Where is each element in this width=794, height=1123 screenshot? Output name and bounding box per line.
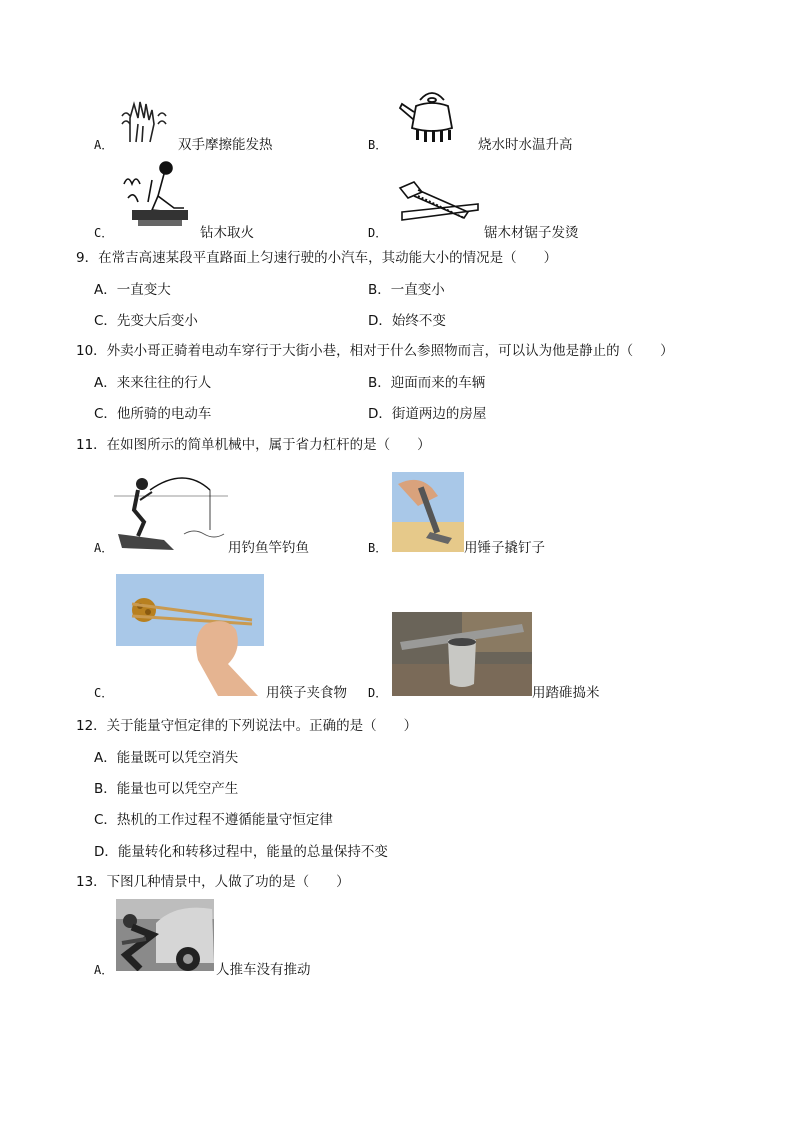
q12-option-c: C．热机的工作过程不遵循能量守恒定律 [94,812,333,828]
question-10-stem: 10．外卖小哥正骑着电动车穿行于大街小巷，相对于什么参照物而言，可以认为他是静止的（ ） [76,343,674,359]
q12-option-d: D．能量转化和转移过程中，能量的总量保持不变 [94,844,388,860]
q11-option-a-caption: 用钓鱼竿钓鱼 [228,540,309,556]
q8-option-b-caption: 烧水时水温升高 [478,137,573,153]
hammer-nail-icon [392,472,464,552]
rice-pounder-icon [392,612,532,696]
q8-option-a-letter: A． [94,138,114,152]
q8-option-d-caption: 锯木材锯子发烫 [484,225,579,241]
question-12-stem: 12．关于能量守恒定律的下列说法中。正确的是（ ） [76,718,418,734]
q9-option-c: C．先变大后变小 [94,313,198,329]
q8-option-a-caption: 双手摩擦能发热 [178,137,273,153]
q9-option-a: A．一直变大 [94,282,171,298]
q11-option-b-letter: B． [368,541,388,555]
sawing-wood-icon [394,178,482,228]
q8-option-d-letter: D． [368,226,388,240]
drilling-wood-fire-icon [118,158,198,230]
q8-option-c-caption: 钻木取火 [200,225,254,241]
q13-option-a-caption: 人推车没有推动 [216,962,311,978]
q11-option-a-letter: A． [94,541,114,555]
question-11-stem: 11．在如图所示的简单机械中，属于省力杠杆的是（ ） [76,437,431,453]
q13-option-a-letter: A． [94,963,114,977]
q11-option-b-caption: 用锤子撬钉子 [464,540,545,556]
q10-option-b: B．迎面而来的车辆 [368,375,486,391]
chopsticks-icon [116,574,264,696]
q8-option-b-letter: B． [368,138,388,152]
q11-option-c-caption: 用筷子夹食物 [266,685,347,701]
q10-option-a: A．来来往往的行人 [94,375,212,391]
q10-option-c: C．他所骑的电动车 [94,406,212,422]
question-13-stem: 13．下图几种情景中，人做了功的是（ ） [76,874,350,890]
q12-option-b: B．能量也可以凭空产生 [94,781,239,797]
q12-option-a: A．能量既可以凭空消失 [94,750,239,766]
question-9-stem: 9．在常吉高速某段平直路面上匀速行驶的小汽车，其动能大小的情况是（ ） [76,250,558,266]
q9-option-d: D．始终不变 [368,313,446,329]
q9-option-b: B．一直变小 [368,282,445,298]
fishing-rod-icon [114,470,228,552]
q11-option-d-caption: 用踏碓捣米 [532,685,600,701]
q8-option-c-letter: C． [94,226,114,240]
rubbing-hands-icon [116,96,172,146]
q10-option-d: D．街道两边的房屋 [368,406,487,422]
q11-option-c-letter: C． [94,686,114,700]
q11-option-d-letter: D． [368,686,388,700]
pushing-car-icon [116,899,214,971]
kettle-on-stove-icon [398,86,466,146]
